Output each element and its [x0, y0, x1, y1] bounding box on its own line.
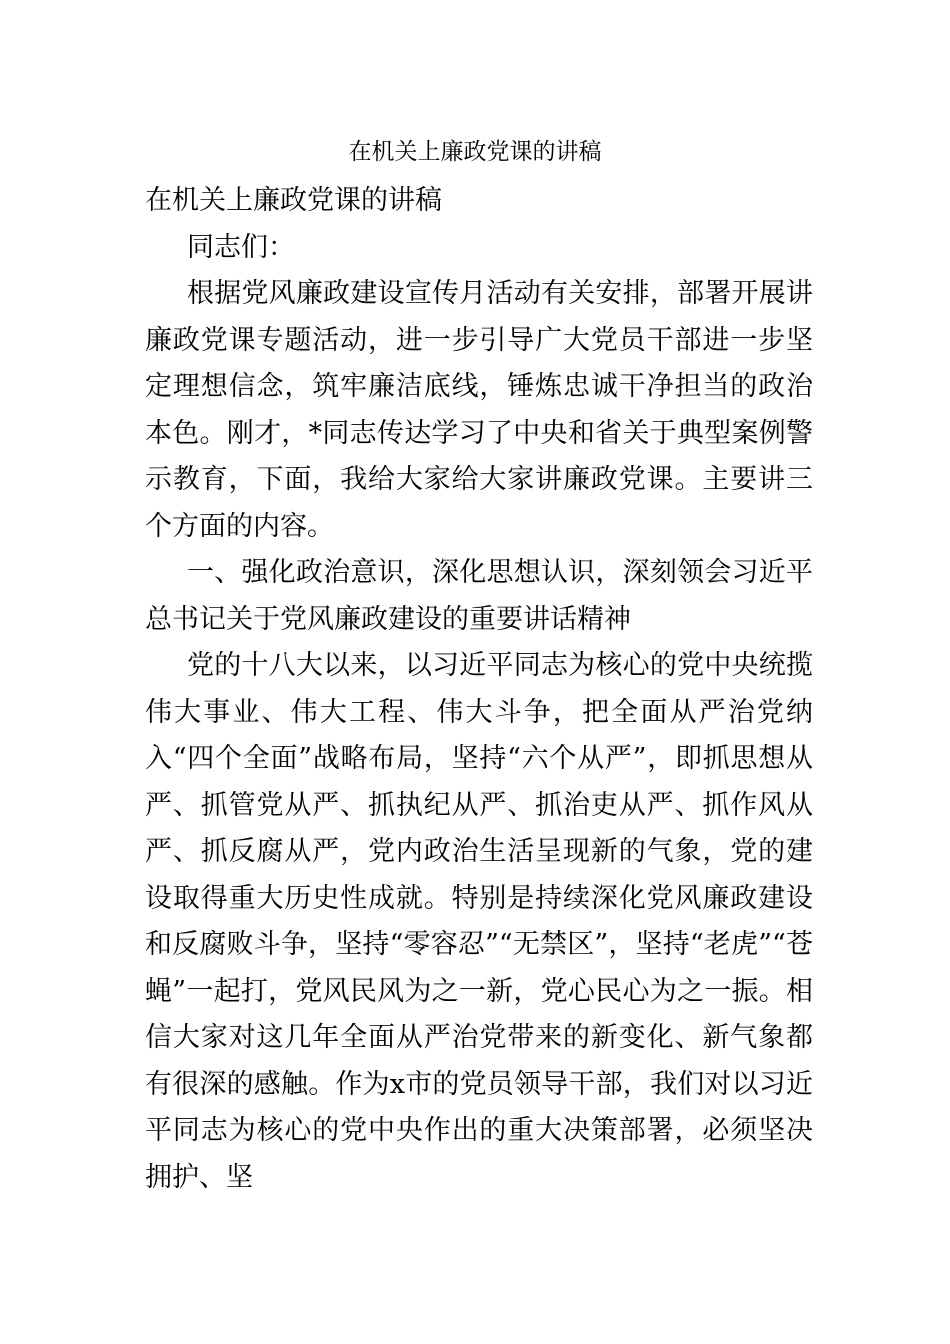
- document-title: 在机关上廉政党课的讲稿: [348, 139, 602, 165]
- section-1-paragraph: 党的十八大以来，以习近平同志为核心的党中央统揽伟大事业、伟大工程、伟大斗争，把全面从严治党纳入“四个全面”战略布局，坚持“六个从严”，即抓思想从严、抓管党从严、抓执纪从严、抓治吏从严、抓作风从严、抓反腐从严，党内政治生活呈现新的气象，党的建设取得重大历史性成就。特别是持续深化党风廉政建设和反腐败斗争，坚持“零容忍”“无禁区”，坚持“老虎”“苍蝇”一起打，党风民风为之一新，党心民心为之一振。相信大家对这几年全面从严治党带来的新变化、新气象都有很深的感触。作为x市的党员领导干部，我们对以习近平同志为核心的党中央作出的重大决策部署，必须坚决拥护、坚: [145, 650, 813, 1193]
- salutation-paragraph: 同志们：: [187, 231, 295, 263]
- subtitle-paragraph: 在机关上廉政党课的讲稿: [145, 185, 442, 216]
- document-body: [145, 178, 813, 1201]
- section-heading-1: 一、强化政治意识，深化思想认识，深刻领会习近平总书记关于党风廉政建设的重要讲话精神: [145, 557, 813, 635]
- intro-paragraph: 根据党风廉政建设宣传月活动有关安排，部署开展讲廉政党课专题活动，进一步引导广大党员干部进一步坚定理想信念，筑牢廉洁底线，锤炼忠诚干净担当的政治本色。刚才，*同志传达学习了中央和省关于典型案例警示教育，下面，我给大家给大家讲廉政党课。主要讲三个方面的内容。: [145, 278, 813, 542]
